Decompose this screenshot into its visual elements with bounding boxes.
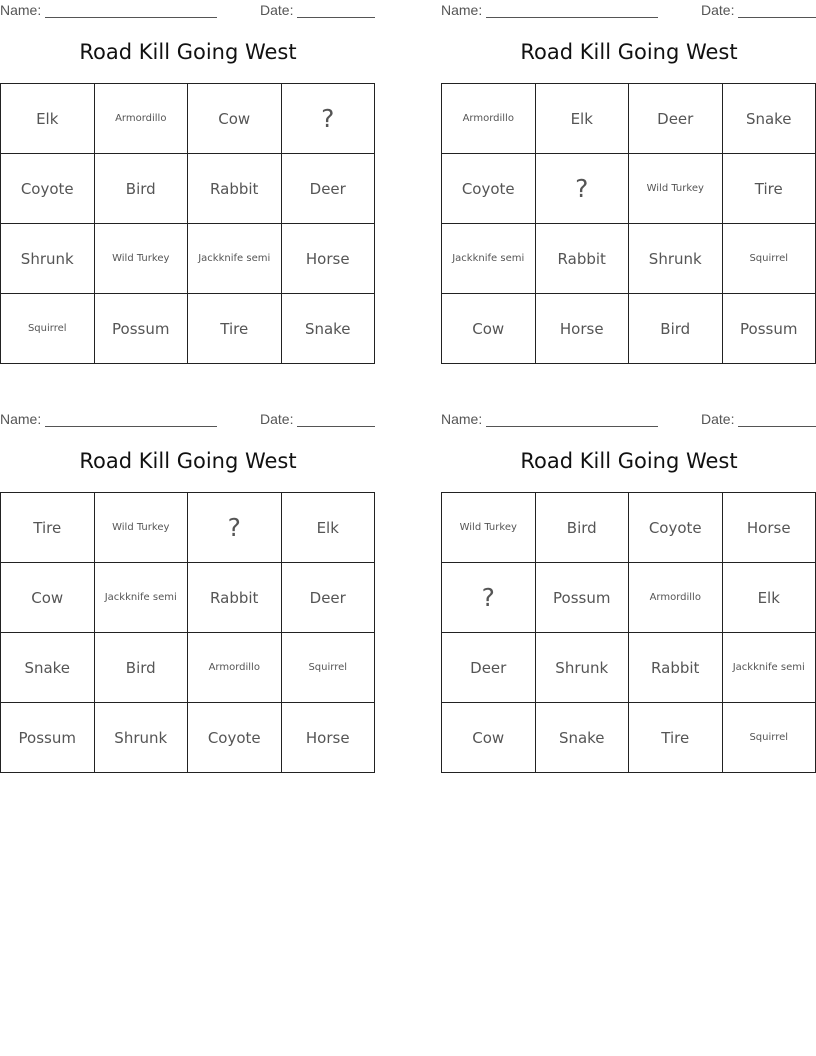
grid-cell: Horse: [535, 294, 629, 364]
bingo-card: [441, 409, 816, 747]
name-blank: [45, 17, 217, 18]
grid-cell: Rabbit: [188, 563, 282, 633]
bingo-grid: [0, 492, 375, 773]
bingo-card: [0, 409, 376, 747]
grid-cell: Snake: [281, 294, 375, 364]
grid-cell: Shrunk: [1, 224, 95, 294]
grid-row: [1, 563, 375, 633]
grid-cell: Shrunk: [629, 224, 723, 294]
grid-cell: Rabbit: [535, 224, 629, 294]
grid-cell: Elk: [722, 563, 816, 633]
grid-row: [442, 154, 816, 224]
grid-cell: Squirrel: [1, 294, 95, 364]
free-space-cell: ?: [442, 563, 536, 633]
name-label: Name:: [0, 2, 42, 18]
grid-cell: Possum: [722, 294, 816, 364]
grid-cell: Shrunk: [94, 703, 188, 773]
grid-cell: Elk: [535, 84, 629, 154]
bingo-card: [441, 0, 816, 338]
grid-cell: Snake: [1, 633, 95, 703]
date-blank: [738, 17, 816, 18]
grid-row: [1, 84, 375, 154]
grid-cell: Armordillo: [629, 563, 723, 633]
card-title: Road Kill Going West: [520, 40, 738, 64]
name-date-row: [0, 409, 376, 429]
grid-row: [442, 493, 816, 563]
grid-cell: Rabbit: [629, 633, 723, 703]
grid-row: [1, 633, 375, 703]
date-label: Date:: [260, 2, 294, 18]
grid-cell: Bird: [535, 493, 629, 563]
grid-cell: Squirrel: [281, 633, 375, 703]
grid-cell: Tire: [722, 154, 816, 224]
date-blank: [297, 17, 375, 18]
grid-row: [442, 563, 816, 633]
grid-cell: Deer: [442, 633, 536, 703]
grid-cell: Bird: [94, 154, 188, 224]
grid-cell: Jackknife semi: [188, 224, 282, 294]
grid-cell: Wild Turkey: [629, 154, 723, 224]
name-label: Name:: [441, 2, 483, 18]
grid-row: [1, 224, 375, 294]
grid-cell: Elk: [281, 493, 375, 563]
grid-cell: Horse: [281, 703, 375, 773]
grid-cell: Deer: [629, 84, 723, 154]
name-blank: [45, 426, 217, 427]
bingo-card: [0, 0, 376, 338]
date-label: Date:: [260, 411, 294, 427]
free-space-cell: ?: [188, 493, 282, 563]
grid-cell: Jackknife semi: [442, 224, 536, 294]
name-blank: [486, 17, 658, 18]
grid-row: [1, 294, 375, 364]
grid-cell: Tire: [188, 294, 282, 364]
grid-cell: Cow: [1, 563, 95, 633]
bingo-grid: [0, 83, 375, 364]
name-label: Name:: [441, 411, 483, 427]
grid-row: [1, 703, 375, 773]
bingo-grid: [441, 83, 816, 364]
grid-cell: Horse: [281, 224, 375, 294]
grid-cell: Bird: [94, 633, 188, 703]
name-blank: [486, 426, 658, 427]
grid-cell: Wild Turkey: [94, 493, 188, 563]
grid-cell: Possum: [535, 563, 629, 633]
date-label: Date:: [701, 411, 735, 427]
grid-cell: Rabbit: [188, 154, 282, 224]
grid-row: [442, 294, 816, 364]
grid-cell: Armordillo: [188, 633, 282, 703]
grid-cell: Shrunk: [535, 633, 629, 703]
date-label: Date:: [701, 2, 735, 18]
grid-cell: Cow: [442, 703, 536, 773]
grid-cell: Wild Turkey: [442, 493, 536, 563]
grid-row: [1, 493, 375, 563]
grid-cell: Possum: [1, 703, 95, 773]
grid-cell: Deer: [281, 563, 375, 633]
grid-row: [442, 224, 816, 294]
card-title: Road Kill Going West: [520, 449, 738, 473]
grid-row: [1, 154, 375, 224]
free-space-cell: ?: [535, 154, 629, 224]
grid-cell: Squirrel: [722, 224, 816, 294]
grid-cell: Deer: [281, 154, 375, 224]
grid-cell: Tire: [1, 493, 95, 563]
grid-cell: Coyote: [442, 154, 536, 224]
grid-cell: Coyote: [1, 154, 95, 224]
grid-cell: Armordillo: [94, 84, 188, 154]
grid-cell: Tire: [629, 703, 723, 773]
bingo-grid: [441, 492, 816, 773]
card-title: Road Kill Going West: [79, 40, 297, 64]
name-date-row: [441, 0, 816, 20]
grid-row: [442, 84, 816, 154]
grid-cell: Bird: [629, 294, 723, 364]
grid-cell: Snake: [722, 84, 816, 154]
grid-cell: Coyote: [188, 703, 282, 773]
grid-cell: Squirrel: [722, 703, 816, 773]
grid-row: [442, 633, 816, 703]
grid-cell: Possum: [94, 294, 188, 364]
grid-cell: Snake: [535, 703, 629, 773]
grid-cell: Cow: [442, 294, 536, 364]
name-label: Name:: [0, 411, 42, 427]
free-space-cell: ?: [281, 84, 375, 154]
grid-cell: Cow: [188, 84, 282, 154]
grid-cell: Wild Turkey: [94, 224, 188, 294]
grid-cell: Armordillo: [442, 84, 536, 154]
grid-cell: Jackknife semi: [94, 563, 188, 633]
name-date-row: [0, 0, 376, 20]
grid-cell: Horse: [722, 493, 816, 563]
grid-row: [442, 703, 816, 773]
name-date-row: [441, 409, 816, 429]
card-title: Road Kill Going West: [79, 449, 297, 473]
date-blank: [297, 426, 375, 427]
grid-cell: Coyote: [629, 493, 723, 563]
grid-cell: Elk: [1, 84, 95, 154]
grid-cell: Jackknife semi: [722, 633, 816, 703]
date-blank: [738, 426, 816, 427]
